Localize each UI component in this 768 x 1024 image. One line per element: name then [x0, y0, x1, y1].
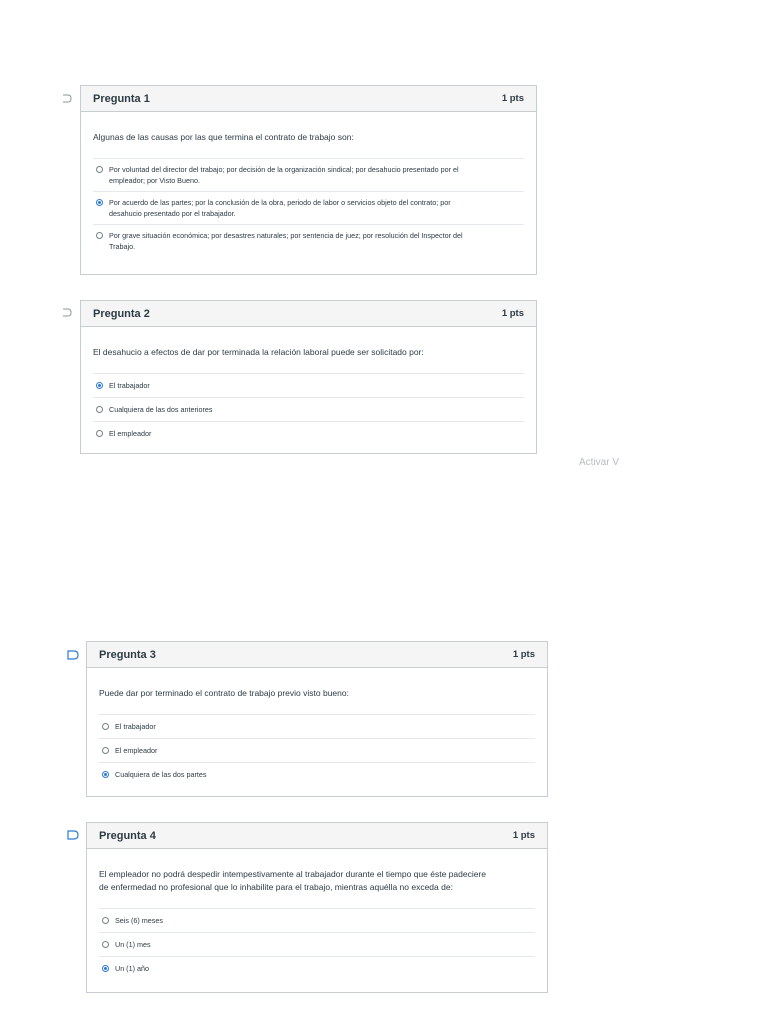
answer-option[interactable]	[99, 909, 535, 933]
question-title: Pregunta 2	[93, 307, 150, 320]
answer-option[interactable]	[93, 192, 524, 225]
radio-button[interactable]	[102, 747, 109, 754]
answer-label: Seis (6) meses	[115, 916, 163, 925]
question-title: Pregunta 3	[99, 648, 156, 661]
answer-label-cont: Trabajo.	[109, 242, 136, 251]
question-text: Algunas de las causas por las que termina el contrato de trabajo son:	[93, 132, 354, 142]
question-header	[87, 823, 547, 849]
question-text	[99, 849, 535, 908]
answer-list	[99, 908, 535, 980]
question-card	[86, 641, 548, 797]
question-text: Puede dar por terminado el contrato de trabajo previo visto bueno:	[99, 688, 349, 698]
question-header	[81, 301, 536, 327]
answer-label: Por grave situación económica; por desastres naturales; por sentencia de juez; por resolución del Inspector del	[109, 231, 463, 240]
answer-option[interactable]	[99, 739, 535, 763]
answer-option[interactable]	[99, 715, 535, 739]
answer-option[interactable]	[99, 933, 535, 957]
question-text-line: de enfermedad no profesional que lo inhabilite para el trabajo, mientras aquélla no exceda de:	[99, 882, 453, 892]
answer-label: El trabajador	[109, 381, 150, 390]
radio-button[interactable]	[102, 723, 109, 730]
radio-button-selected[interactable]	[96, 199, 103, 206]
answer-option[interactable]	[99, 957, 535, 980]
radio-button[interactable]	[96, 430, 103, 437]
question-card	[80, 300, 537, 454]
answer-option[interactable]	[99, 763, 535, 786]
radio-button-selected[interactable]	[96, 382, 103, 389]
question-card	[80, 85, 537, 275]
answer-option[interactable]	[93, 225, 524, 257]
answer-label-cont: desahucio presentado por el trabajador.	[109, 209, 236, 218]
question-header	[87, 642, 547, 668]
radio-button[interactable]	[96, 166, 103, 173]
question-title: Pregunta 1	[93, 92, 150, 105]
answer-label: El empleador	[109, 429, 152, 438]
answer-label: Por acuerdo de las partes; por la conclusión de la obra, periodo de labor o servicios objeto del contrato; por	[109, 198, 451, 207]
question-title: Pregunta 4	[99, 829, 156, 842]
answer-label-cont: empleador; por Visto Bueno.	[109, 176, 200, 185]
radio-button[interactable]	[102, 917, 109, 924]
answer-option[interactable]	[93, 398, 524, 422]
answer-list	[99, 714, 535, 786]
flag-icon[interactable]	[62, 308, 72, 317]
radio-button[interactable]	[96, 232, 103, 239]
flag-icon[interactable]	[67, 830, 77, 839]
answer-label: El trabajador	[115, 722, 156, 731]
answer-label: Un (1) mes	[115, 940, 151, 949]
answer-option[interactable]	[93, 374, 524, 398]
answer-list	[93, 158, 524, 257]
flag-icon[interactable]	[62, 94, 72, 103]
question-header	[81, 86, 536, 112]
question-points: 1 pts	[512, 649, 535, 660]
question-text-line: El empleador no podrá despedir intempestivamente al trabajador durante el tiempo que éste padeciere	[99, 869, 486, 879]
answer-option[interactable]	[93, 422, 524, 445]
radio-button[interactable]	[102, 941, 109, 948]
question-card	[86, 822, 548, 993]
watermark-text: Activar V	[579, 457, 620, 468]
answer-label: Cualquiera de las dos anteriores	[109, 405, 213, 414]
answer-label: El empleador	[115, 746, 158, 755]
answer-label: Por voluntad del director del trabajo; por decisión de la organización sindical; por desahucio presentado por el	[109, 165, 459, 174]
radio-button-selected[interactable]	[102, 771, 109, 778]
flag-icon[interactable]	[67, 650, 77, 659]
question-text: El desahucio a efectos de dar por terminada la relación laboral puede ser solicitado por:	[93, 347, 424, 357]
radio-button[interactable]	[96, 406, 103, 413]
answer-label: Un (1) año	[115, 964, 149, 973]
question-points: 1 pts	[512, 830, 535, 841]
question-points: 1 pts	[501, 93, 524, 104]
answer-option[interactable]	[93, 159, 524, 192]
radio-button-selected[interactable]	[102, 965, 109, 972]
answer-label: Cualquiera de las dos partes	[115, 770, 207, 779]
question-points: 1 pts	[501, 308, 524, 319]
answer-list	[93, 373, 524, 445]
